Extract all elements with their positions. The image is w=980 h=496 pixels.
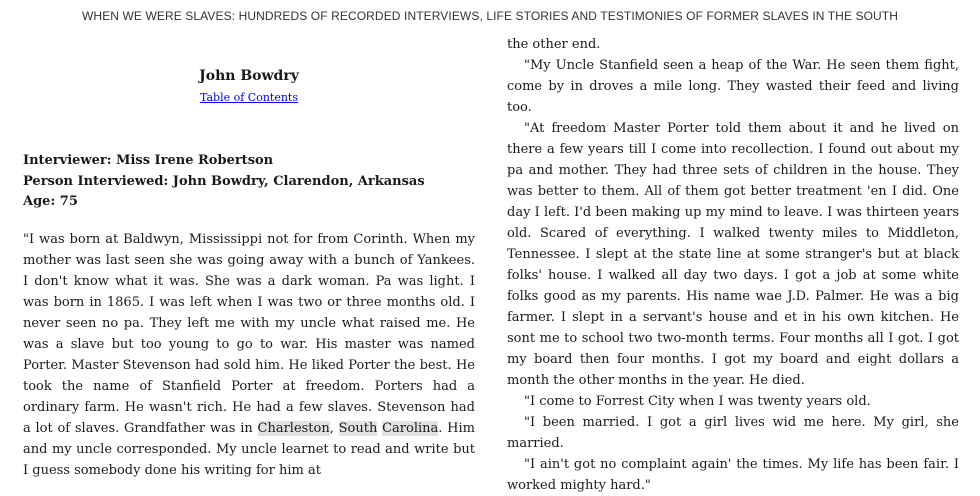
paragraph-text-end: . Him and my uncle corresponded. My uncle learnet to read and write but I guess somebody done his writing for him at	[23, 420, 475, 478]
highlighted-word-carolina: Carolina	[382, 420, 439, 436]
age-line: Age: 75	[23, 194, 78, 209]
interview-metadata	[23, 151, 475, 213]
highlighted-word-south: South	[338, 420, 378, 436]
left-column	[23, 60, 475, 481]
interviewer-line: Interviewer: Miss Irene Robertson	[23, 153, 274, 168]
first-paragraph	[23, 229, 475, 481]
interviewed-line: Person Interviewed: John Bowdry, Clarendon, Arkansas	[23, 173, 425, 189]
table-of-contents-link[interactable]: Table of Contents	[199, 91, 298, 104]
paragraph: "I ain't got no complaint again' the times. My life has been fair. I worked mighty hard."	[507, 457, 959, 493]
paragraph: "I been married. I got a girl lives wid me here. My girl, she married.	[507, 415, 959, 451]
paragraph: "At freedom Master Porter told them about it and he lived on there a few years till I come into recollection. I found out about my pa and mother. They had three sets of children in the house. They was better to them. All of them got better treatment 'en I did. One day I left. I'd been making up my mind to leave. I was thirteen years old. Scared of everything. I walked twenty miles to Middleton, Tennessee. I slept at the state line at some stranger's but at black folks' house. I walked all day two days. I got a job at some white folks good as my parents. His name wae J.D. Palmer. He was a big farmer. I slept in a servant's house and et in his own kitchen. He sont me to school two two-month terms. Four months all I got. I got my board then four months. I got my board and eight dollars a month the other months in the year. He died.	[507, 121, 959, 388]
toc-link-container	[23, 89, 475, 107]
paragraph: "I come to Forrest City when I was twenty years old.	[524, 394, 871, 409]
right-column	[507, 34, 959, 496]
paragraph: "My Uncle Stanfield seen a heap of the War. He seen them fight, come by in droves a mile long. They wasted their feed and living too.	[507, 58, 959, 115]
chapter-title: John Bowdry	[199, 68, 299, 84]
separator-comma: ,	[329, 420, 339, 436]
paragraph-text-start: "I was born at Baldwyn, Mississippi not for from Corinth. When my mother was last seen she was going away with a bunch of Yankees. I don't know what it was. She was a dark woman. Pa was light. I was born in 1865. I was left when I was two or three months old. I never seen no pa. They left me with my uncle what raised me. He was a slave but too young to go to war. His master was named Porter. Master Stevenson had sold him. He liked Porter the best. He took the name of Stanfield Porter at freedom. Porters had a ordinary farm. He wasn't rich. He had a few slaves. Stevenson had a lot of slaves. Grandfather was in	[23, 231, 475, 436]
highlighted-word-charleston: Charleston	[257, 420, 330, 436]
running-header: WHEN WE WERE SLAVES: HUNDREDS OF RECORDED INTERVIEWS, LIFE STORIES AND TESTIMONIES OF FORMER SLAVES IN THE SOUTH	[82, 9, 898, 23]
continued-paragraph: the other end.	[507, 37, 601, 52]
